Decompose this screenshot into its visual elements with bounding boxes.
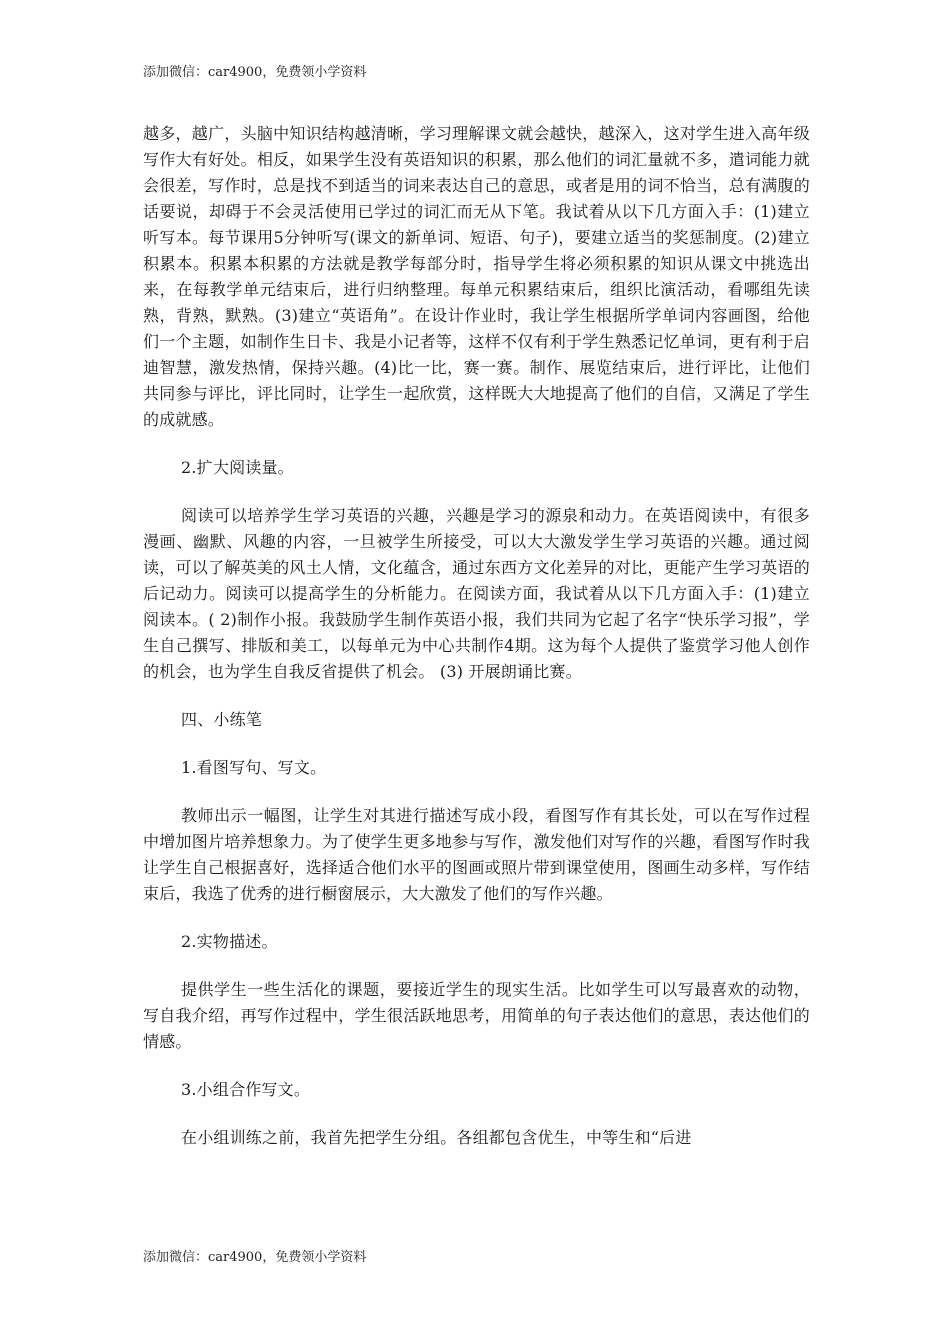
section-heading-picture-writing: 1.看图写句、写文。 bbox=[181, 758, 327, 777]
page-footer: 添加微信：car4900，免费领小学资料 bbox=[143, 1250, 367, 1265]
section-heading-object-description: 2.实物描述。 bbox=[181, 932, 278, 951]
page-header: 添加微信：car4900，免费领小学资料 bbox=[143, 65, 367, 80]
paragraph-continued: 越多，越广，头脑中知识结构越清晰，学习理解课文就会越快，越深入，这对学生进入高年级写作大有好处。相反，如果学生没有英语知识的积累，那么他们的词汇量就不多，遣词能力就会很差，写作时，总是找不到适当的词来表达自己的意思，或者是用的词不恰当，总有满腹的话要说，却碍于不会灵活使用已学过的词汇而无从下笔。我试着从以下几方面入手：(1)建立听写本。每节课用5分钟听写(课文的新单词、短语、句子)，要建立适当的奖惩制度。(2)建立积累本。积累本积累的方法就是教学每部分时，指导学生将必须积累的知识从课文中挑选出来，在每教学单元结束后，进行归纳整理。每单元积累结束后，组织比演活动，看哪组先读熟，背熟，默熟。(3)建立“英语角”。在设计作业时，我让学生根据所学单词内容画图，给他们一个主题，如制作生日卡、我是小记者等，这样不仅有利于学生熟悉记忆单词，更有利于启迪智慧，激发热情，保持兴趣。(4)比一比，赛一赛。制作、展览结束后，进行评比，让他们共同参与评比，评比同时，让学生一起欣赏，这样既大大地提高了他们的自信，又满足了学生的成就感。 bbox=[143, 124, 810, 429]
paragraph-group-writing: 在小组训练之前，我首先把学生分组。各组都包含优生，中等生和“后进 bbox=[181, 1128, 692, 1147]
section-heading-group-writing: 3.小组合作写文。 bbox=[181, 1080, 311, 1099]
paragraph-reading: 阅读可以培养学生学习英语的兴趣，兴趣是学习的源泉和动力。在英语阅读中，有很多漫画、幽默、风趣的内容，一旦被学生所接受，可以大大激发学生学习英语的兴趣。通过阅读，可以了解英美的风土人情，文化蕴含，通过东西方文化差异的对比，更能产生学习英语的后记动力。阅读可以提高学生的分析能力。在阅读方面，我试着从以下几方面入手：(1)建立阅读本。( 2)制作小报。我鼓励学生制作英语小报，我们共同为它起了名字“快乐学习报”，学生自己撰写、排版和美工，以每单元为中心共制作4期。这为每个人提供了鉴赏学习他人创作的机会，也为学生自我反省提供了机会。 (3) 开展朗诵比赛。 bbox=[143, 506, 810, 681]
paragraph-picture-writing: 教师出示一幅图，让学生对其进行描述写成小段，看图写作有其长处，可以在写作过程中增加图片培养想象力。为了使学生更多地参与写作，激发他们对写作的兴趣，看图写作时我让学生自己根据喜好，选择适合他们水平的图画或照片带到课堂使用，图画生动多样，写作结束后，我选了优秀的进行橱窗展示，大大激发了他们的写作兴趣。 bbox=[143, 806, 810, 903]
section-heading-practice: 四、小练笔 bbox=[181, 710, 263, 729]
section-heading-expand-reading: 2.扩大阅读量。 bbox=[181, 458, 294, 477]
paragraph-object-description: 提供学生一些生活化的课题，要接近学生的现实生活。比如学生可以写最喜欢的动物，写自我介绍，再写作过程中，学生很活跃地思考，用简单的句子表达他们的意思，表达他们的情感。 bbox=[143, 980, 810, 1051]
document-body bbox=[143, 121, 810, 1151]
